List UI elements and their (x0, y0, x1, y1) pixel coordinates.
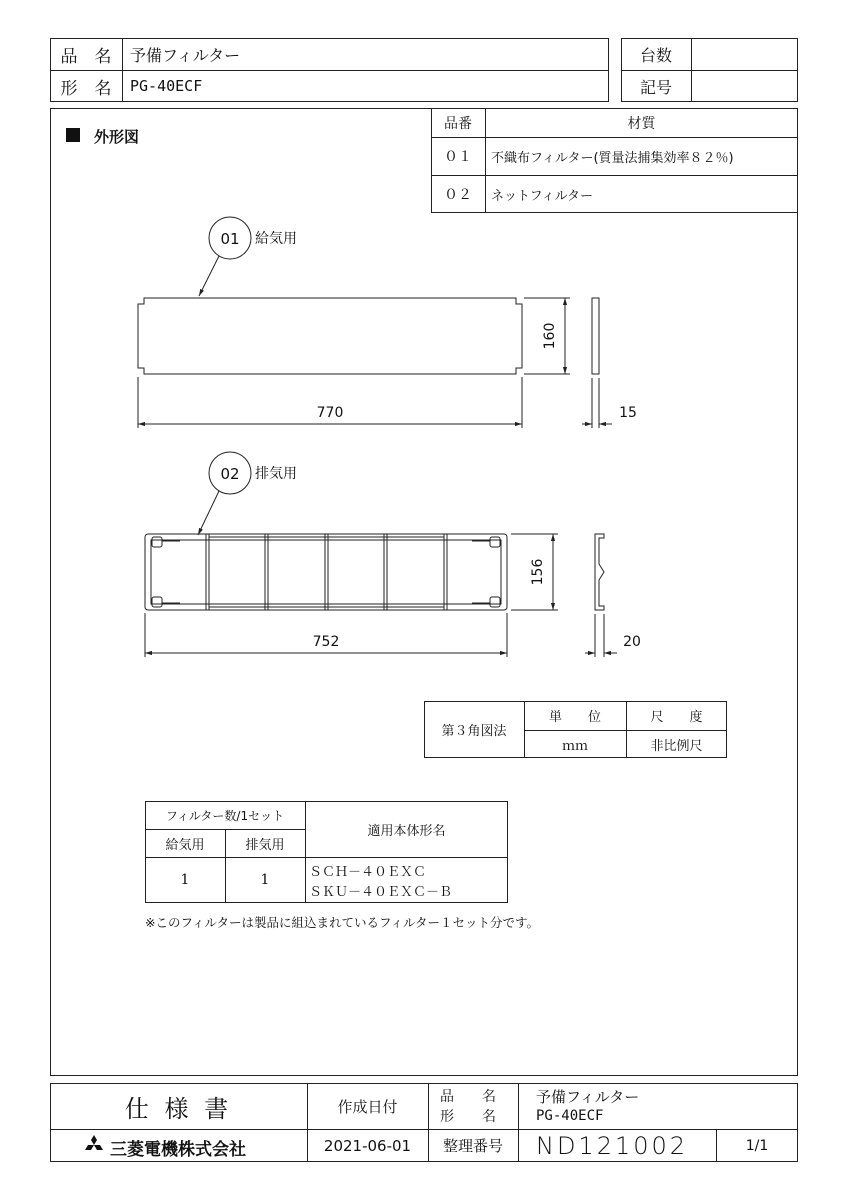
company-name: 三菱電機株式会社 (110, 1139, 246, 1160)
part2-width-dim: 752 (312, 634, 340, 650)
supply-header: 給気用 (165, 837, 205, 853)
part1-height-dim: 160 (542, 322, 558, 350)
part2-thickness-dim: 20 (623, 634, 641, 650)
materials-row-no: ０１ (444, 149, 472, 165)
part1-number: 01 (220, 230, 240, 248)
company-logo (82, 1134, 106, 1158)
unit-label: 単 位 (548, 710, 601, 725)
part2-height-dim: 156 (530, 558, 546, 586)
spec-title: 仕 様 書 (124, 1094, 233, 1123)
materials-col-no: 品番 (444, 115, 472, 132)
part2-side-view (595, 534, 604, 610)
footnote: ※このフィルターは製品に組込まれているフィルター１セット分です。 (145, 915, 539, 930)
footer-hinmei-value: 予備フィルター (536, 1087, 640, 1106)
supply-count: 1 (180, 872, 190, 888)
kigo-label: 記号 (639, 77, 672, 97)
part1-side-view (592, 298, 599, 374)
seiri-label: 整理番号 (442, 1137, 503, 1155)
date-value: 2021-06-01 (323, 1136, 412, 1155)
hinmei-label: 品 名 (60, 46, 112, 67)
hinmei-value: 予備フィルター (130, 45, 241, 65)
part2-front-view (145, 534, 507, 610)
section-title: 外形図 (94, 127, 140, 146)
model-name: ＳＫＵ－４０ＥＸＣ－Ｂ (309, 884, 453, 900)
model-name: ＳＣＨ－４０ＥＸＣ (309, 864, 427, 880)
materials-row-no: ０２ (444, 187, 472, 203)
exhaust-count: 1 (260, 872, 270, 888)
exhaust-header: 排気用 (245, 837, 285, 853)
materials-row-material: ネットフィルター (491, 188, 594, 204)
part1-width-dim: 770 (316, 405, 344, 421)
model-header: 適用本体形名 (367, 823, 446, 839)
date-label: 作成日付 (337, 1097, 398, 1116)
part1-thickness-dim: 15 (619, 405, 637, 421)
count-header: フィルター数/1セット (165, 808, 285, 823)
daisu-label: 台数 (639, 45, 672, 65)
footer-katamei-value: PG-40ECF (536, 1108, 604, 1124)
materials-col-material: 材質 (627, 115, 656, 132)
katamei-value: PG-40ECF (130, 77, 203, 95)
seiri-value: ND121002 (536, 1131, 689, 1160)
part1-label: 給気用 (255, 231, 297, 247)
scale-label: 尺 度 (650, 710, 703, 725)
projection-method: 第３角図法 (441, 724, 507, 739)
unit-value: ｍｍ (561, 738, 588, 754)
part2-label: 排気用 (255, 466, 297, 482)
materials-row-material: 不織布フィルター(質量法捕集効率８２％) (491, 150, 734, 166)
katamei-label: 形 名 (60, 78, 112, 99)
part2-number: 02 (220, 465, 240, 483)
part1-front-view (138, 298, 522, 374)
footer-katamei-label: 形 名 (440, 1109, 496, 1125)
scale-value: 非比例尺 (650, 738, 703, 754)
page-number: 1/1 (745, 1137, 769, 1154)
footer-hinmei-label: 品 名 (440, 1089, 496, 1105)
